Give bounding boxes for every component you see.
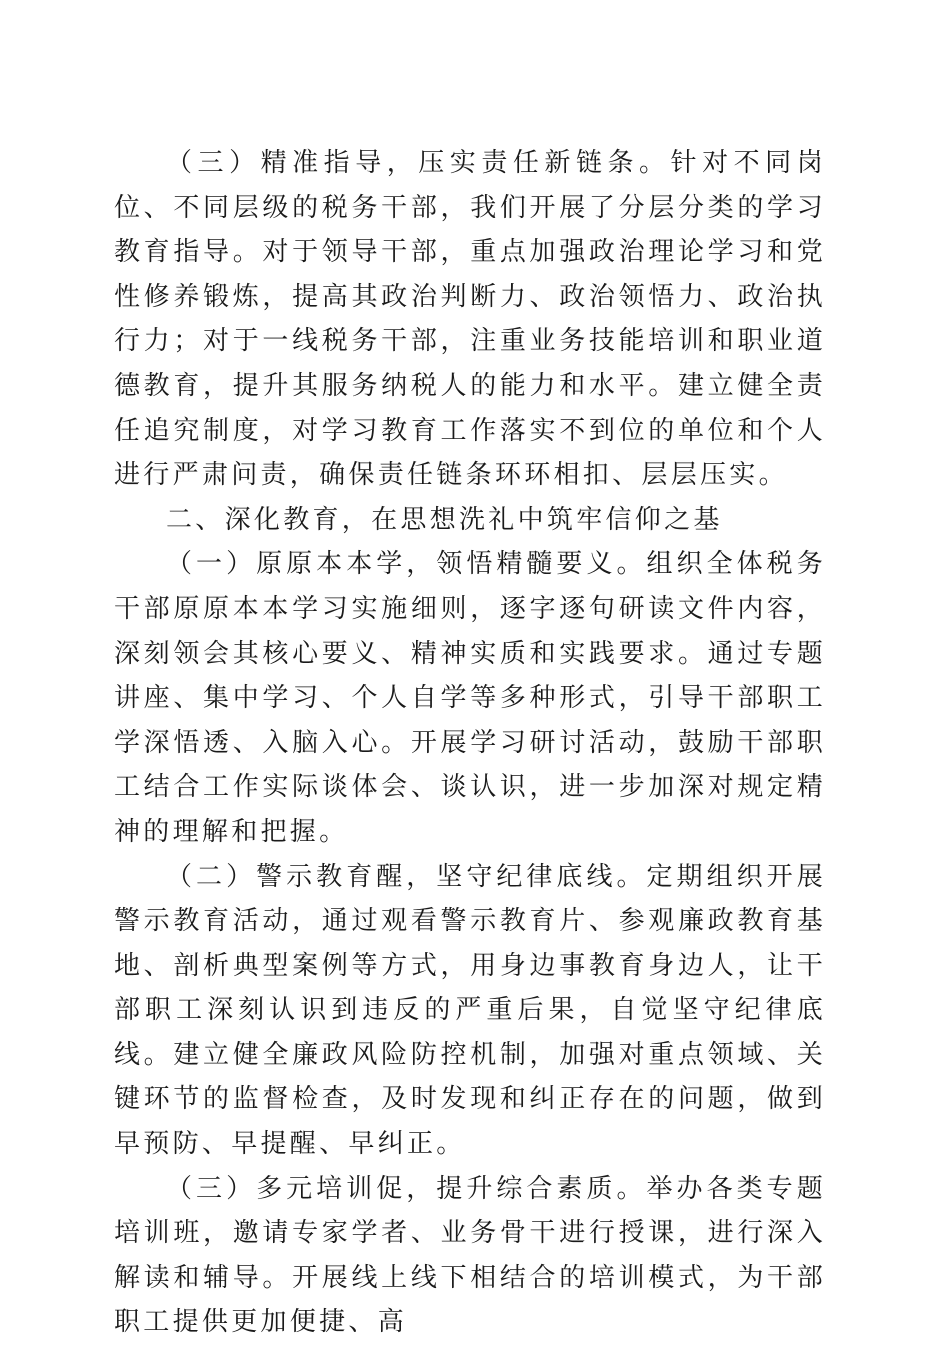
paragraph-warning-education: （二）警示教育醒，坚守纪律底线。定期组织开展警示教育活动，通过观看警示教育片、参观廉政教育基地、剖析典型案例等方式，用身边事教育身边人，让干部职工深刻认识到违反的严重后果，自觉坚守纪律底线。建立健全廉政风险防控机制，加强对重点领域、关键环节的监督检查，及时发现和纠正存在的问题，做到早预防、早提醒、早纠正。 — [114, 861, 826, 1160]
paragraph-diverse-training: （三）多元培训促，提升综合素质。举办各类专题培训班，邀请专家学者、业务骨干进行授课，进行深入解读和辅导。开展线上线下相结合的培训模式，为干部职工提供更加便捷、高 — [114, 1173, 826, 1338]
document-body — [114, 141, 826, 1345]
paragraph-precise-guidance: （三）精准指导，压实责任新链条。针对不同岗位、不同层级的税务干部，我们开展了分层分类的学习教育指导。对于领导干部，重点加强政治理论学习和党性修养锻炼，提高其政治判断力、政治领悟力、政治执行力；对于一线税务干部，注重业务技能培训和职业道德教育，提升其服务纳税人的能力和水平。建立健全责任追究制度，对学习教育工作落实不到位的单位和个人进行严肃问责，确保责任链条环环相扣、层层压实。 — [114, 148, 826, 491]
section-heading-deepen-education: 二、深化教育，在思想洗礼中筑牢信仰之基 — [166, 504, 723, 535]
paragraph-study-original-text: （一）原原本本学，领悟精髓要义。组织全体税务干部原原本本学习实施细则，逐字逐句研读文件内容，深刻领会其核心要义、精神实质和实践要求。通过专题讲座、集中学习、个人自学等多种形式，引导干部职工学深悟透、入脑入心。开展学习研讨活动，鼓励干部职工结合工作实际谈体会、谈认识，进一步加深对规定精神的理解和把握。 — [114, 549, 826, 847]
